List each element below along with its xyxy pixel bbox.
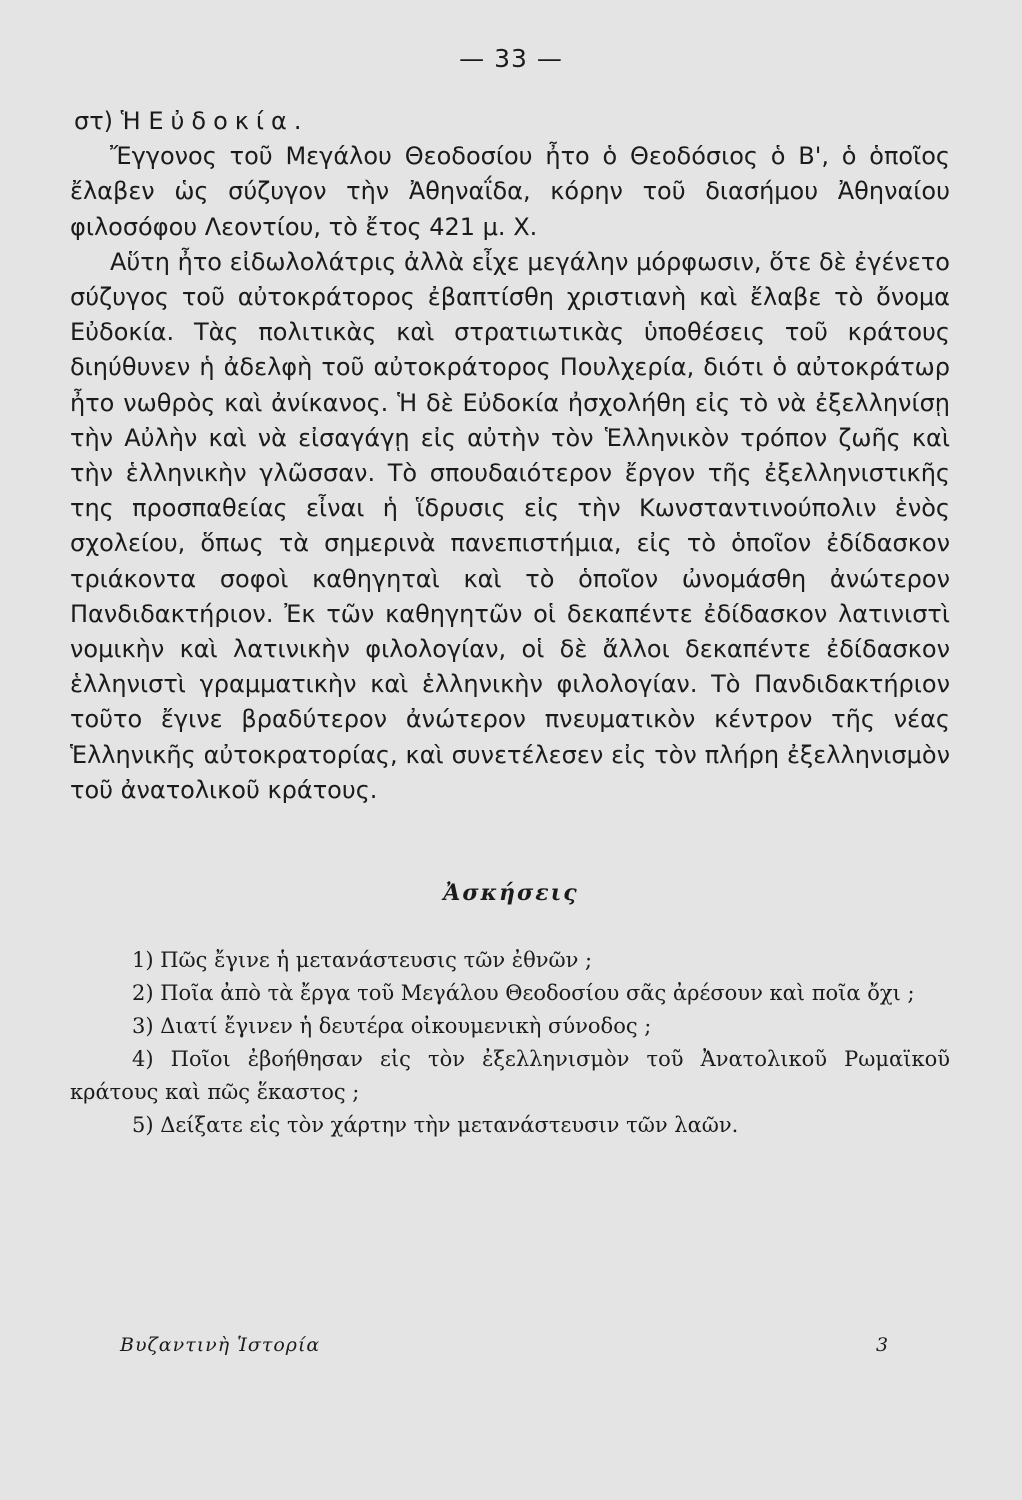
- main-text: [70, 104, 950, 808]
- section-title: Εὐδοκία.: [148, 107, 309, 135]
- paragraph: Αὕτη ἦτο εἰδωλολάτρις ἀλλὰ εἶχε μεγάλην μόρφωσιν, ὅτε δὲ ἐγένετο σύζυγος τοῦ αὐτοκράτορος ἐβαπτίσθη χριστιανὴ καὶ ἔλαβε τὸ ὄνομα Εὐδοκία. Τὰς πολιτικὰς καὶ στρατιωτικὰς ὑποθέσεις τοῦ κράτους διηύθυνεν ἡ ἀδελφὴ τοῦ αὐτοκράτορος Πουλχερία, διότι ὁ αὐτοκράτωρ ἦτο νωθρὸς καὶ ἀνίκανος. Ἡ δὲ Εὐδοκία ἠσχολήθη εἰς τὸ νὰ ἐξελληνίσῃ τὴν Αὐλὴν καὶ νὰ εἰσαγάγῃ εἰς αὐτὴν τὸν Ἑλληνικὸν τρόπον ζωῆς καὶ τὴν ἑλληνικὴν γλῶσσαν. Τὸ σπουδαιότερον ἔργον τῆς ἐξελληνιστικῆς της προσπαθείας εἶναι ἡ ἵδρυσις εἰς τὴν Κωνσταντινούπολιν ἑνὸς σχολείου, ὅπως τὰ σημερινὰ πανεπιστήμια, εἰς τὸ ὁποῖον ἐδίδασκον τριάκοντα σοφοὶ καθηγηταὶ καὶ τὸ ὁποῖον ὠνομάσθη ἀνώτερον Πανδιδακτήριον. Ἐκ τῶν καθηγητῶν οἱ δεκαπέντε ἐδίδασκον λατινιστὶ νομικὴν καὶ λατινικὴν φιλολογίαν, οἱ δὲ ἄλλοι δεκαπέντε ἐδίδασκον ἑλληνιστὶ γραμματικὴν καὶ ἑλληνικὴν φιλολογίαν. Τὸ Πανδιδακτήριον τοῦτο ἔγινε βραδύτερον ἀνώτερον πνευματικὸν κέντρον τῆς νέας Ἑλληνικῆς αὐτοκρατορίας, καὶ συνετέλεσεν εἰς τὸν πλήρη ἐξελληνισμὸν τοῦ ἀνατολικοῦ κράτους.: [70, 247, 950, 804]
- exercise-item: 4) Ποῖοι ἐβοήθησαν εἰς τὸν ἐξελληνισμὸν τοῦ Ἀνατολικοῦ Ρωμαϊκοῦ κράτους καὶ πῶς ἕκαστος ;: [70, 1047, 950, 1104]
- exercise-item: 3) Διατί ἔγινεν ἡ δευτέρα οἰκουμενικὴ σύνοδος ;: [132, 1014, 652, 1038]
- section-label: στ) Ἡ: [74, 107, 141, 135]
- exercise-item: 1) Πῶς ἔγινε ἡ μετανάστευσις τῶν ἐθνῶν ;: [132, 948, 593, 972]
- exercise-item: 2) Ποῖα ἀπὸ τὰ ἔργα τοῦ Μεγάλου Θεοδοσίου σᾶς ἀρέσουν καὶ ποῖα ὄχι ;: [132, 981, 915, 1005]
- paragraph: Ἔγγονος τοῦ Μεγάλου Θεοδοσίου ἦτο ὁ Θεοδόσιος ὁ Β', ὁ ὁποῖος ἔλαβεν ὡς σύζυγον τὴν Ἀθηναΐδα, κόρην τοῦ διασήμου Ἀθηναίου φιλοσόφου Λεοντίου, τὸ ἔτος 421 μ. Χ.: [70, 142, 950, 241]
- exercises-list: [70, 944, 950, 1142]
- footer-book-title: Βυζαντινὴ Ἱστορία: [120, 1334, 321, 1356]
- exercises-title: Ἀσκήσεις: [443, 880, 579, 906]
- footer-signature: 3: [876, 1334, 889, 1356]
- exercise-item: 5) Δείξατε εἰς τὸν χάρτην τὴν μετανάστευσιν τῶν λαῶν.: [132, 1113, 739, 1137]
- page-number: — 33 —: [459, 44, 563, 73]
- section-heading: [70, 104, 950, 139]
